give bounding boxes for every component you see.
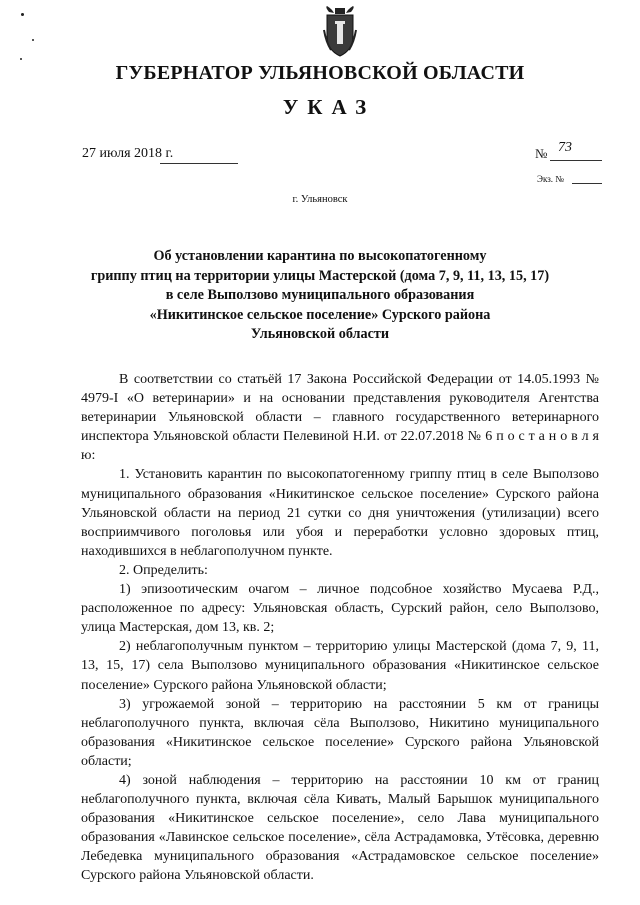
item-2-define: 2. Определить: bbox=[119, 562, 208, 578]
subitem-4-surveillance-zone: 4) зоной наблюдения – территорию на расстоянии 10 км от границ неблагополучного пункта, включая сёла Кивать, Малый Барышок муниципального образования «Никитинское сельское поселение», село Лава муниципального образования «Лавинское сельское поселение», сёла Астрадамовка, Утёсовка, деревню Лебедевка муниципального образования «Астрадамовское сельское поселение» Сурского района Ульяновской области. bbox=[81, 772, 599, 884]
copy-number-underline bbox=[572, 183, 602, 184]
city: г. Ульяновск bbox=[292, 194, 348, 205]
scan-speck bbox=[21, 13, 24, 16]
item-1-quarantine: 1. Установить карантин по высокопатогенному гриппу птиц в селе Выползово муниципального образования «Никитинское сельское поселение» Сурского района Ульяновской области на период 21 сутки со дня уничтожения (утилизации) всего восприимчивого поголовья или убоя и переработки условно здоровых птиц, находившихся в неблагополучном пункте. bbox=[81, 467, 599, 559]
copy-number-label: Экз. № bbox=[537, 174, 564, 184]
date-underline bbox=[160, 163, 238, 164]
document-type: УКАЗ bbox=[282, 95, 376, 119]
scan-speck bbox=[32, 39, 34, 41]
title-line: «Никитинское сельское поселение» Сурского района bbox=[149, 306, 491, 323]
coat-of-arms-emblem bbox=[323, 6, 357, 58]
number-label: № bbox=[535, 146, 548, 161]
scan-speck bbox=[20, 58, 22, 60]
title-line: в селе Выползово муниципального образования bbox=[165, 287, 475, 304]
subitem-3-threatened-zone: 3) угрожаемой зоной – территорию на расстоянии 5 км от границы неблагополучного пункта, включая сёла Выползово, Никитино муниципального образования «Никитинское сельское поселение» Сурского района Ульяновской области; bbox=[81, 696, 599, 769]
issuing-authority: ГУБЕРНАТОР УЛЬЯНОВСКОЙ ОБЛАСТИ bbox=[115, 62, 525, 84]
title-line: гриппу птиц на территории улицы Мастерской (дома 7, 9, 11, 13, 15, 17) bbox=[90, 267, 550, 284]
title-line: Об установлении карантина по высокопатогенному bbox=[153, 248, 487, 264]
decree-date: 27 июля 2018 г. bbox=[82, 146, 174, 161]
number-underline bbox=[550, 160, 602, 161]
decree-title bbox=[60, 247, 580, 345]
decree-body bbox=[81, 370, 599, 886]
subitem-1-outbreak-focus: 1) эпизоотическим очагом – личное подсобное хозяйство Мусаева Р.Д., расположенное по адресу: Ульяновская область, Сурский район, село Выползово, улица Мастерская, дом 13, кв. 2; bbox=[81, 582, 599, 636]
preamble-paragraph: В соответствии со статьёй 17 Закона Российской Федерации от 14.05.1993 № 4979-I «О ветеринарии» и на основании представления руководителя Агентства ветеринарии Ульяновской области – главного государственного ветеринарного инспектора Ульяновской области Пелевиной Н.И. от 22.07.2018 № 6 п о с т а н о в л я ю: bbox=[81, 372, 599, 464]
subitem-2-affected-area: 2) неблагополучным пунктом – территорию улицы Мастерской (дома 7, 9, 11, 13, 15, 17) села Выползово муниципального образования «Никитинское сельское поселение» Сурского района Ульяновской области; bbox=[81, 639, 599, 693]
decree-number: 73 bbox=[558, 140, 572, 155]
title-line: Ульяновской области bbox=[250, 326, 390, 343]
